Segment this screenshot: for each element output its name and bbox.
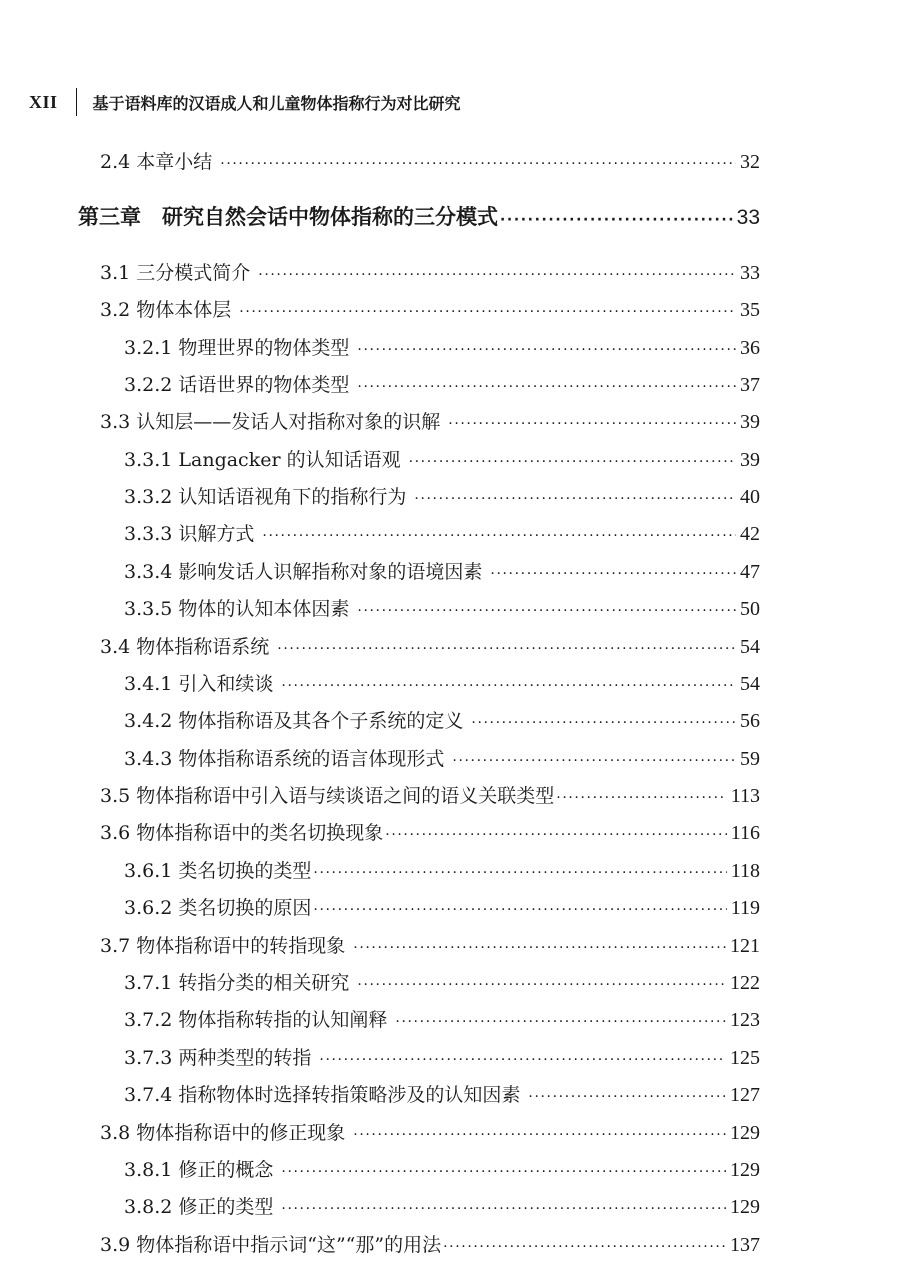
toc-subentry bbox=[124, 560, 760, 586]
toc-leader-dots bbox=[313, 861, 726, 885]
toc-entry-page: 59 bbox=[740, 748, 760, 770]
toc-leader-dots bbox=[395, 1010, 726, 1034]
toc-leader-dots bbox=[414, 487, 736, 511]
toc-entry-label: 3.3.1 Langacker 的认知话语观 bbox=[124, 449, 401, 471]
toc-entry-label: 3.8 物体指称语中的修正现象 bbox=[100, 1122, 346, 1144]
toc-leader-dots bbox=[313, 898, 726, 922]
toc-leader-dots bbox=[528, 1085, 726, 1109]
toc-entry-label: 3.3.2 认知话语视角下的指称行为 bbox=[124, 486, 407, 508]
toc-leader-dots bbox=[239, 300, 736, 324]
toc-subentry bbox=[124, 709, 760, 735]
toc-entry-page: 39 bbox=[740, 411, 760, 433]
toc-subentry bbox=[124, 971, 760, 997]
toc-entry bbox=[100, 821, 760, 847]
toc-entry-page: 125 bbox=[730, 1047, 760, 1069]
toc-leader-dots bbox=[258, 263, 736, 287]
toc-entry-label: 3.1 三分模式简介 bbox=[100, 262, 251, 284]
toc-subentry bbox=[124, 1083, 760, 1109]
toc-subentry bbox=[124, 1195, 760, 1221]
toc-entry bbox=[100, 784, 760, 810]
toc-entry-label: 3.3.4 影响发话人识解指称对象的语境因素 bbox=[124, 561, 483, 583]
toc-leader-dots bbox=[556, 786, 726, 810]
toc-entry-page: 32 bbox=[740, 151, 760, 173]
toc-entry-label: 3.7.3 两种类型的转指 bbox=[124, 1047, 312, 1069]
toc-entry-page: 118 bbox=[730, 860, 760, 882]
toc-entry-page: 122 bbox=[730, 972, 760, 994]
toc-leader-dots bbox=[471, 711, 736, 735]
toc-entry-page: 54 bbox=[740, 673, 760, 695]
toc-chapter-label: 第三章 研究自然会话中物体指称的三分模式 bbox=[78, 205, 498, 229]
toc-leader-dots bbox=[357, 599, 736, 623]
toc-chapter-page: 33 bbox=[736, 206, 760, 229]
toc-entry bbox=[100, 150, 760, 176]
toc-leader-dots bbox=[262, 524, 736, 548]
toc-entry-page: 113 bbox=[730, 785, 760, 807]
toc-entry-page: 50 bbox=[740, 598, 760, 620]
toc-leader-dots bbox=[281, 1160, 726, 1184]
toc-leader-dots bbox=[452, 749, 736, 773]
toc-entry-page: 127 bbox=[730, 1084, 760, 1106]
toc-leader-dots bbox=[353, 936, 726, 960]
toc-subentry bbox=[124, 747, 760, 773]
toc-subentry bbox=[124, 1008, 760, 1034]
toc-entry-label: 3.5 物体指称语中引入语与续谈语之间的语义关联类型 bbox=[100, 785, 555, 807]
toc-entry-page: 37 bbox=[740, 374, 760, 396]
toc-leader-dots bbox=[409, 450, 736, 474]
toc-entry-page: 121 bbox=[730, 935, 760, 957]
toc-leader-dots bbox=[500, 208, 733, 232]
toc-entry-label: 3.7 物体指称语中的转指现象 bbox=[100, 935, 346, 957]
page-number-roman: XII bbox=[29, 91, 58, 112]
toc-leader-dots bbox=[353, 1123, 726, 1147]
toc-entry bbox=[100, 410, 760, 436]
toc-subentry bbox=[124, 373, 760, 399]
toc-leader-dots bbox=[220, 152, 736, 176]
toc-entry-page: 40 bbox=[740, 486, 760, 508]
toc-entry-label: 3.6.1 类名切换的类型 bbox=[124, 860, 312, 882]
toc-entry-label: 3.4.1 引入和续谈 bbox=[124, 673, 274, 695]
toc-entry-label: 3.3.3 识解方式 bbox=[124, 523, 255, 545]
toc-entry-page: 129 bbox=[730, 1122, 760, 1144]
toc-entry-label: 3.8.2 修正的类型 bbox=[124, 1196, 274, 1218]
toc-subentry bbox=[124, 336, 760, 362]
toc-entry bbox=[100, 635, 760, 661]
toc-entry-label: 3.4.3 物体指称语系统的语言体现形式 bbox=[124, 748, 445, 770]
toc-leader-dots bbox=[443, 1235, 726, 1259]
toc-leader-dots bbox=[357, 338, 736, 362]
toc-subentry bbox=[124, 1158, 760, 1184]
toc-leader-dots bbox=[319, 1048, 726, 1072]
toc-leader-dots bbox=[357, 973, 726, 997]
toc-entry bbox=[100, 298, 760, 324]
toc-entry-label: 3.2 物体本体层 bbox=[100, 299, 232, 321]
toc-leader-dots bbox=[281, 674, 736, 698]
toc-leader-dots bbox=[448, 412, 736, 436]
toc-entry-label: 3.8.1 修正的概念 bbox=[124, 1159, 274, 1181]
toc-subentry bbox=[124, 859, 760, 885]
toc-entry-page: 137 bbox=[730, 1234, 760, 1256]
toc-subentry bbox=[124, 597, 760, 623]
toc-entry-page: 39 bbox=[740, 449, 760, 471]
toc-leader-dots bbox=[357, 375, 736, 399]
toc-entry-page: 36 bbox=[740, 337, 760, 359]
toc-entry bbox=[100, 1233, 760, 1259]
toc-entry-label: 3.2.2 话语世界的物体类型 bbox=[124, 374, 350, 396]
toc-leader-dots bbox=[385, 823, 726, 847]
toc-entry-page: 54 bbox=[740, 636, 760, 658]
toc-entry-page: 116 bbox=[730, 822, 760, 844]
toc-entry bbox=[100, 1121, 760, 1147]
book-title: 基于语料库的汉语成人和儿童物体指称行为对比研究 bbox=[92, 93, 461, 113]
toc-entry-label: 3.3 认知层——发话人对指称对象的识解 bbox=[100, 411, 441, 433]
toc-leader-dots bbox=[490, 562, 736, 586]
toc-leader-dots bbox=[277, 637, 736, 661]
toc-entry-page: 33 bbox=[740, 262, 760, 284]
toc-subentry bbox=[124, 1046, 760, 1072]
toc-entry-page: 123 bbox=[730, 1009, 760, 1031]
toc-entry-label: 3.4 物体指称语系统 bbox=[100, 636, 270, 658]
toc-entry-label: 3.7.2 物体指称转指的认知阐释 bbox=[124, 1009, 388, 1031]
toc-subentry bbox=[124, 896, 760, 922]
toc-entry-label: 3.6.2 类名切换的原因 bbox=[124, 897, 312, 919]
toc-entry bbox=[100, 261, 760, 287]
toc-entry-label: 3.9 物体指称语中指示词“这”“那”的用法 bbox=[100, 1234, 442, 1256]
toc-subentry bbox=[124, 672, 760, 698]
toc-subentry bbox=[124, 522, 760, 548]
toc-entry-page: 129 bbox=[730, 1159, 760, 1181]
toc-entry-label: 3.7.1 转指分类的相关研究 bbox=[124, 972, 350, 994]
toc-entry-label: 3.7.4 指称物体时选择转指策略涉及的认知因素 bbox=[124, 1084, 521, 1106]
toc-entry-page: 119 bbox=[730, 897, 760, 919]
toc-entry-label: 3.6 物体指称语中的类名切换现象 bbox=[100, 822, 384, 844]
toc-subentry bbox=[124, 485, 760, 511]
toc-entry-page: 42 bbox=[740, 523, 760, 545]
toc-entry-label: 3.4.2 物体指称语及其各个子系统的定义 bbox=[124, 710, 464, 732]
toc-entry-page: 56 bbox=[740, 710, 760, 732]
toc-entry-page: 47 bbox=[740, 561, 760, 583]
toc-entry-label: 3.2.1 物理世界的物体类型 bbox=[124, 337, 350, 359]
toc-entry bbox=[100, 934, 760, 960]
toc-entry-label: 2.4 本章小结 bbox=[100, 151, 213, 173]
toc-leader-dots bbox=[281, 1197, 726, 1221]
toc-entry-page: 129 bbox=[730, 1196, 760, 1218]
toc-subentry bbox=[124, 448, 760, 474]
toc-chapter-entry bbox=[78, 205, 760, 232]
toc-entry-label: 3.3.5 物体的认知本体因素 bbox=[124, 598, 350, 620]
toc-entry-page: 35 bbox=[740, 299, 760, 321]
